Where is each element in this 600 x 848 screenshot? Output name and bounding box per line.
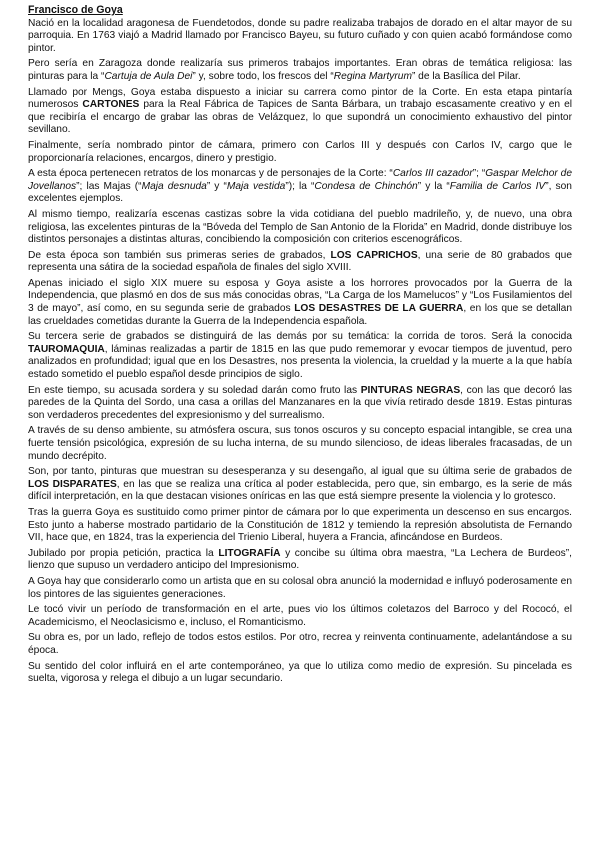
paragraph	[28, 87, 572, 137]
text-run: ”); la “	[285, 180, 315, 192]
text-run: para la Real Fábrica de Tapices de Santa Bárbara, un trabajo escasamente creativo y en el que recibiría el encargo de grabar las obras de Velázquez, lo que supondrá un conocimiento exhaustivo del pintor sevillano.	[28, 99, 572, 136]
text-run: Jubilado por propia petición, practica la	[28, 547, 219, 559]
italic-title: Carlos III cazador	[392, 168, 473, 180]
text-run: Su tercera serie de grabados se distinguirá de las demás por su temática: la corrida de toros. Será la conocida	[28, 331, 572, 343]
italic-title: Condesa de Chinchón	[314, 180, 418, 192]
document-body	[28, 18, 572, 686]
paragraph	[28, 385, 572, 423]
paragraph	[28, 576, 572, 601]
italic-title: Maja desnuda	[141, 180, 207, 192]
text-run: Su obra es, por un lado, reflejo de todos estos estilos. Por otro, recrea y reinventa continuamente, adelantándose a su época.	[28, 632, 572, 656]
paragraph	[28, 168, 572, 206]
text-run: Llamado por Mengs, Goya estaba dispuesto a iniciar su carrera como pintor de la Corte. En esta etapa pintaría numerosos	[28, 86, 572, 111]
text-run: ” y “	[206, 180, 227, 192]
bold-text: LOS DESASTRES DE LA GUERRA	[294, 303, 464, 315]
text-run: Al mismo tiempo, realizaría escenas castizas sobre la vida cotidiana del pueblo madrileño, y, de nuevo, una obra religiosa, las excelentes pinturas de la “Bóveda del Templo de San Antonio de la Florida” en Madrid, donde distribuye los distintos personajes a distintas alturas, concibiendo la composición con criterios escenográficos.	[28, 208, 572, 246]
italic-title: Familia de Carlos IV	[449, 180, 546, 192]
paragraph	[28, 425, 572, 463]
text-run: ”; las Majas (“	[76, 180, 142, 192]
bold-text: CARTONES	[82, 99, 140, 111]
paragraph	[28, 466, 572, 504]
paragraph	[28, 548, 572, 573]
text-run: ” de la Basílica del Pilar.	[411, 70, 521, 82]
paragraph	[28, 331, 572, 381]
italic-title: Gaspar Melchor de Jovellanos	[28, 168, 572, 192]
text-run: ” y la “	[417, 180, 450, 192]
text-run: Su sentido del color influirá en el arte contemporáneo, ya que lo utiliza como medio de expresión. Su pincelada es suelta, vigorosa y relega el dibujo a un lugar secundario.	[28, 660, 572, 685]
text-run: y concibe su última obra maestra, “La Lechera de Burdeos”, lienzo que supuso un verdadero anticipo del Impresionismo.	[28, 547, 572, 572]
paragraph	[28, 278, 572, 328]
text-run: ” y, sobre todo, los frescos del “	[192, 70, 334, 82]
italic-title: Maja vestida	[226, 180, 286, 192]
text-run: Pero sería en Zaragoza donde realizaría sus primeros trabajos importantes. Eran obras de temática religiosa: las pinturas para la “	[28, 58, 572, 82]
bold-text: TAUROMAQUIA	[28, 343, 105, 355]
paragraph	[28, 661, 572, 686]
paragraph	[28, 18, 572, 56]
bold-text: LITOGRAFÍA	[218, 547, 281, 559]
paragraph	[28, 604, 572, 629]
paragraph	[28, 140, 572, 165]
bold-text: PINTURAS NEGRAS	[360, 384, 461, 396]
text-run: Nació en la localidad aragonesa de Fuendetodos, donde su padre realizaba trabajos de dorado en el altar mayor de su parroquia. En 1763 viajó a Madrid llamado por Francisco Bayeu, su futuro cuñado y con quien acabó formándose como pintor.	[28, 17, 572, 54]
text-run: ”, son excelentes ejemplos.	[28, 180, 572, 205]
text-run: Le tocó vivir un período de transformación en el arte, pues vio los últimos coletazos del Barroco y del Rococó, el Academicismo, el Neoclasicismo e, incluso, el Romanticismo.	[28, 604, 572, 628]
paragraph	[28, 507, 572, 545]
paragraph	[28, 58, 572, 83]
bold-text: LOS CAPRICHOS	[330, 249, 418, 261]
text-run: En este tiempo, su acusada sordera y su soledad darán como fruto las	[28, 384, 361, 396]
text-run: , en los que se detallan las crueldades cometidas durante la Guerra de la Independencia española.	[28, 303, 572, 327]
text-run: De esta época son también sus primeras series de grabados,	[28, 249, 331, 261]
bold-text: LOS DISPARATES	[28, 478, 117, 490]
text-run: ”; “	[472, 168, 486, 180]
italic-title: Cartuja de Aula Dei	[104, 70, 193, 82]
paragraph	[28, 250, 572, 275]
text-run: Tras la guerra Goya es sustituido como primer pintor de cámara por lo que experimenta un descenso en sus encargos. Esto junto a haberse mostrado partidario de la Constitución de 1812 y temiendo la represión absolutista de Fernando VII, hace que, en 1824, tras la experiencia del Trienio Liberal, huyera a Francia, afincándose en Burdeos.	[28, 506, 572, 544]
text-run: , en las que se realiza una crítica al poder establecida, pero que, sin embargo, es la serie de más difícil interpretación, en la que destacan visiones oníricas en las que está siempre presente la violencia y lo grotesco.	[28, 478, 572, 503]
text-run: A esta época pertenecen retratos de los monarcas y de personajes de la Corte: “	[28, 168, 393, 180]
text-run: , láminas realizadas a partir de 1815 en las que pudo rememorar y evocar tiempos de juventud, pero analizados en profundidad; igual que en los Desastres, nos presenta la violencia, la crueldad y la muerte a la que había estado sometido el pueblo español desde principios de siglo.	[28, 343, 572, 381]
italic-title: Regina Martyrum	[333, 70, 412, 82]
text-run: Apenas iniciado el siglo XIX muere su esposa y Goya asiste a los horrores provocados por la Guerra de la Independencia, que plasmó en dos de sus más conocidas obras, “La Carga de los Mamelucos” y “Los Fusilamientos del 3 de mayo”, así como, en su segunda serie de grabados	[28, 277, 572, 315]
text-run: Son, por tanto, pinturas que muestran su desesperanza y su desengaño, al igual que su última serie de grabados de	[28, 466, 572, 478]
paragraph	[28, 632, 572, 657]
text-run: A través de su denso ambiente, su atmósfera oscura, sus tonos oscuros y su concepto espacial intangible, se crea una fuerte tensión psicológica, expresión de su lucha interna, de su mundo silencioso, de ideas liberales fracasadas, de un mundo decrépito.	[28, 425, 572, 462]
text-run: , con las que decoró las paredes de la Quinta del Sordo, una casa a orillas del Manzanares en la que vivía retirado desde 1819. Estas pinturas son verdaderos precedentes del expresionismo y del surrealismo.	[28, 384, 572, 421]
text-run: , una serie de 80 grabados que representa una sátira de la sociedad española de finales del siglo XVIII.	[28, 249, 572, 274]
text-run: A Goya hay que considerarlo como un artista que en su colosal obra anunció la modernidad e influyó poderosamente en los pintores de las siguientes generaciones.	[28, 575, 572, 600]
paragraph	[28, 209, 572, 247]
text-run: Finalmente, sería nombrado pintor de cámara, primero con Carlos III y después con Carlos IV, cargo que le proporcionaría relaciones, encargos, dinero y prestigio.	[28, 139, 572, 164]
document-title: Francisco de Goya	[28, 4, 123, 16]
